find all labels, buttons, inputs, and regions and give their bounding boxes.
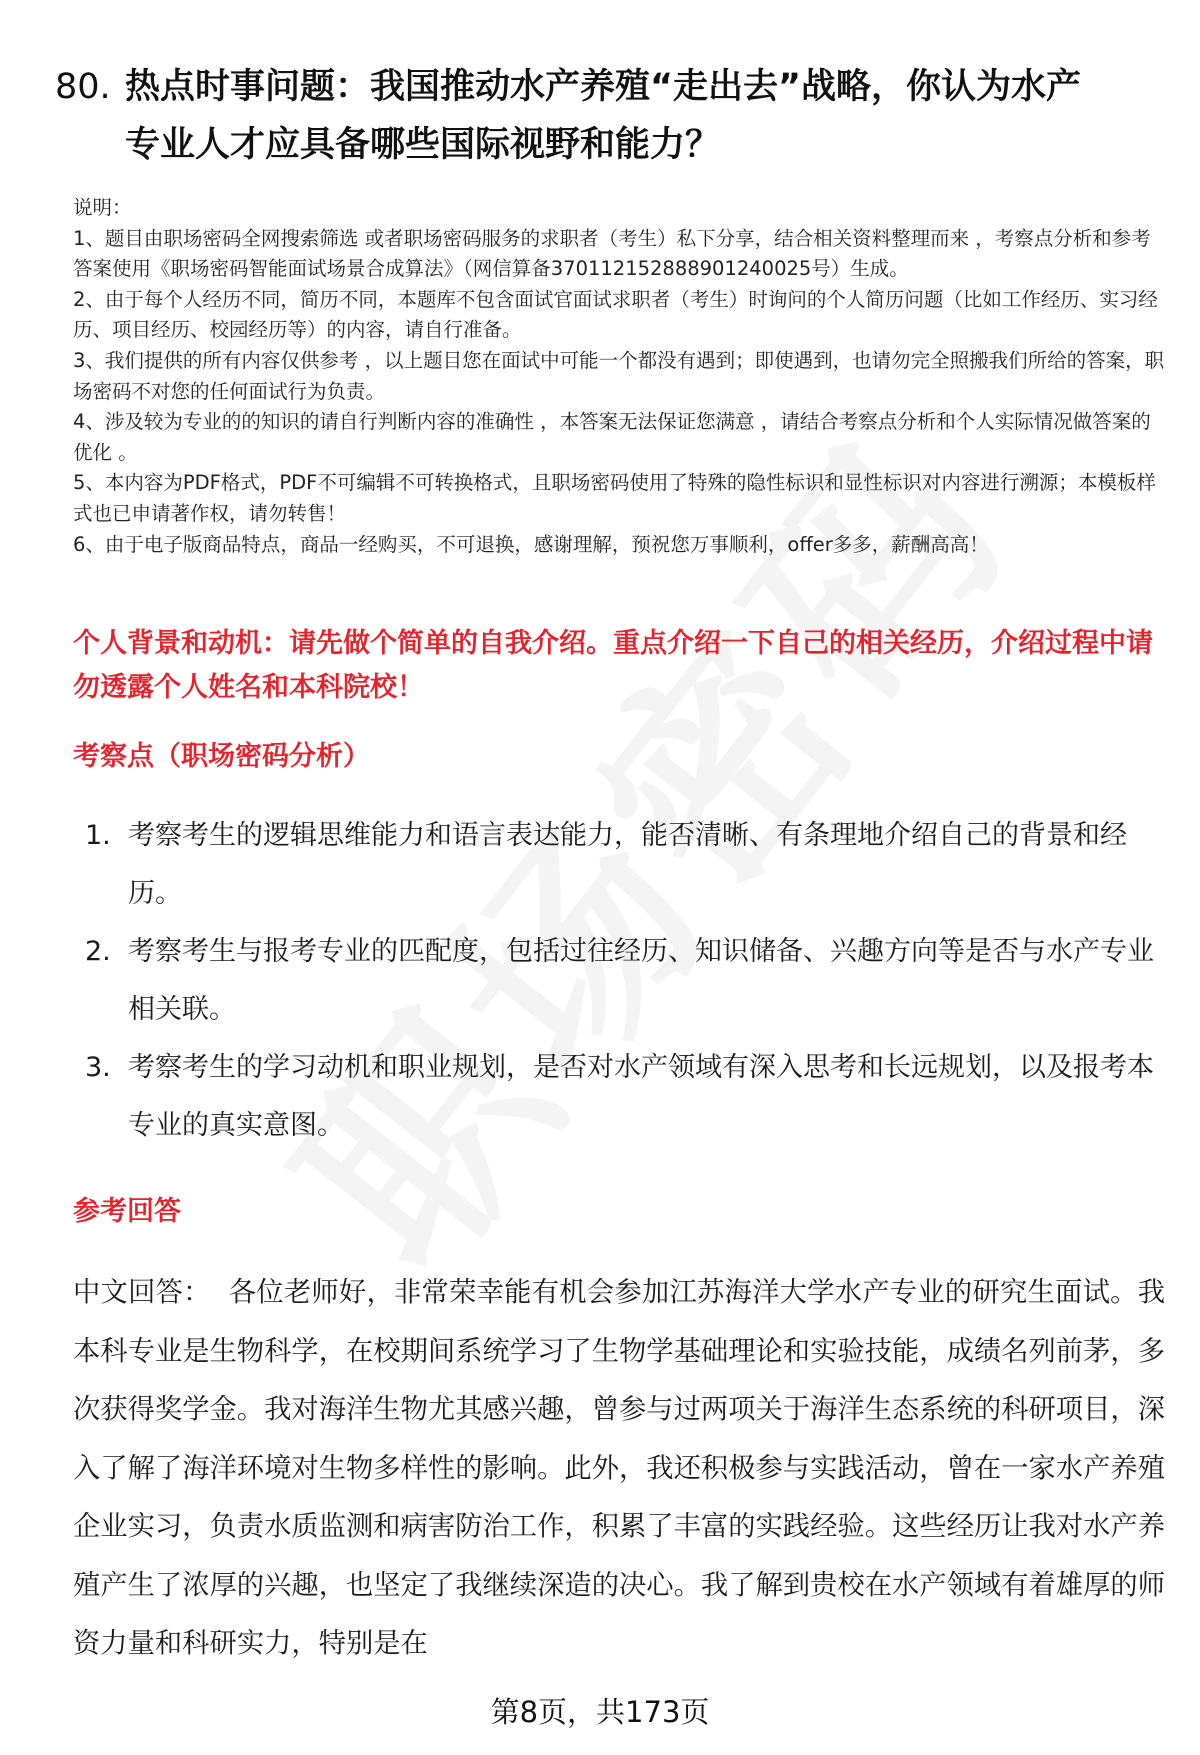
answer-label: 中文回答： xyxy=(73,1277,211,1308)
notes-item: 6、由于电子版商品特点，商品一经购买，不可退换，感谢理解，预祝您万事顺利，offer多多，薪酬高高！ xyxy=(73,532,989,556)
notes-title: 说明： xyxy=(73,196,132,219)
notes-item: 4、涉及较为专业的的知识的请自行判断内容的准确性 ，本答案无法保证您满意 ，请结合考察点分析和个人实际情况做答案的优化 。 xyxy=(73,410,1151,464)
exam-points-list xyxy=(73,807,1165,1155)
question-line-2: 专业人才应具备哪些国际视野和能力？ xyxy=(125,125,721,165)
notes-item: 5、本内容为PDF格式，PDF不可编辑不可转换格式，且职场密码使用了特殊的隐性标识和显性标识对内容进行溯源；本模板样式也已申请著作权，请勿转售！ xyxy=(73,471,1156,525)
list-item xyxy=(73,923,1165,1039)
notes-item: 3、我们提供的所有内容仅供参考 ，以上题目您在面试中可能一个都没有遇到；即使遇到，也请勿完全照搬我们所给的答案，职场密码不对您的任何面试行为负责。 xyxy=(73,348,1165,403)
notes-item: 2、由于每个人经历不同，简历不同，本题库不包含面试官面试求职者（考生）时询问的个人简历问题（比如工作经历、实习经历、项目经历、校园经历等）的内容，请自行准备。 xyxy=(73,287,1158,342)
answer-text: 各位老师好，非常荣幸能有机会参加江苏海洋大学水产专业的研究生面试。我本科专业是生物科学，在校期间系统学习了生物学基础理论和实验技能，成绩名列前茅，多次获得奖学金。我对海洋生物尤其感兴趣，曾参与过两项关于海洋生态系统的科研项目，深入了解了海洋环境对生物多样性的影响。此外，我还积极参与实践活动，曾在一家水产养殖企业实习，负责水质监测和病害防治工作，积累了丰富的实践经验。这些经历让我对水产养殖产生了浓厚的兴趣，也坚定了我继续深造的决心。我了解到贵校在水产领域有着雄厚的师资力量和科研实力，特别是在 xyxy=(73,1277,1166,1659)
list-item xyxy=(73,1039,1165,1155)
list-item-text: 考察考生与报考专业的匹配度，包括过往经历、知识储备、兴趣方向等是否与水产专业相关联。 xyxy=(128,936,1154,1025)
question-line-1: 热点时事问题：我国推动水产养殖“走出去”战略，你认为水产 xyxy=(125,67,1082,107)
answer-body xyxy=(73,1264,1165,1674)
question-number: 80. xyxy=(55,67,111,107)
list-item xyxy=(73,807,1165,923)
list-item-number: 3. xyxy=(85,1052,111,1083)
background-heading: 个人背景和动机：请先做个简单的自我介绍。重点介绍一下自己的相关经历，介绍过程中请勿透露个人姓名和本科院校！ xyxy=(73,628,1153,703)
list-item-number: 2. xyxy=(85,936,111,967)
list-item-number: 1. xyxy=(85,820,111,851)
question-heading xyxy=(55,58,1165,174)
list-item-text: 考察考生的逻辑思维能力和语言表达能力，能否清晰、有条理地介绍自己的背景和经历。 xyxy=(128,820,1127,909)
notes-section xyxy=(73,193,1165,560)
list-item-text: 考察考生的学习动机和职业规划，是否对水产领域有深入思考和长远规划，以及报考本专业的真实意图。 xyxy=(128,1052,1154,1141)
answer-title: 参考回答 xyxy=(73,1196,181,1227)
notes-item: 1、题目由职场密码全网搜索筛选 或者职场密码服务的求职者（考生）私下分享，结合相关资料整理而来 ，考察点分析和参考答案使用《职场密码智能面试场景合成算法》（网信算备370112152888901240025号）生成。 xyxy=(73,226,1151,281)
page-footer: 第8页，共173页 xyxy=(490,1695,710,1729)
exam-points-title: 考察点（职场密码分析） xyxy=(73,741,370,772)
